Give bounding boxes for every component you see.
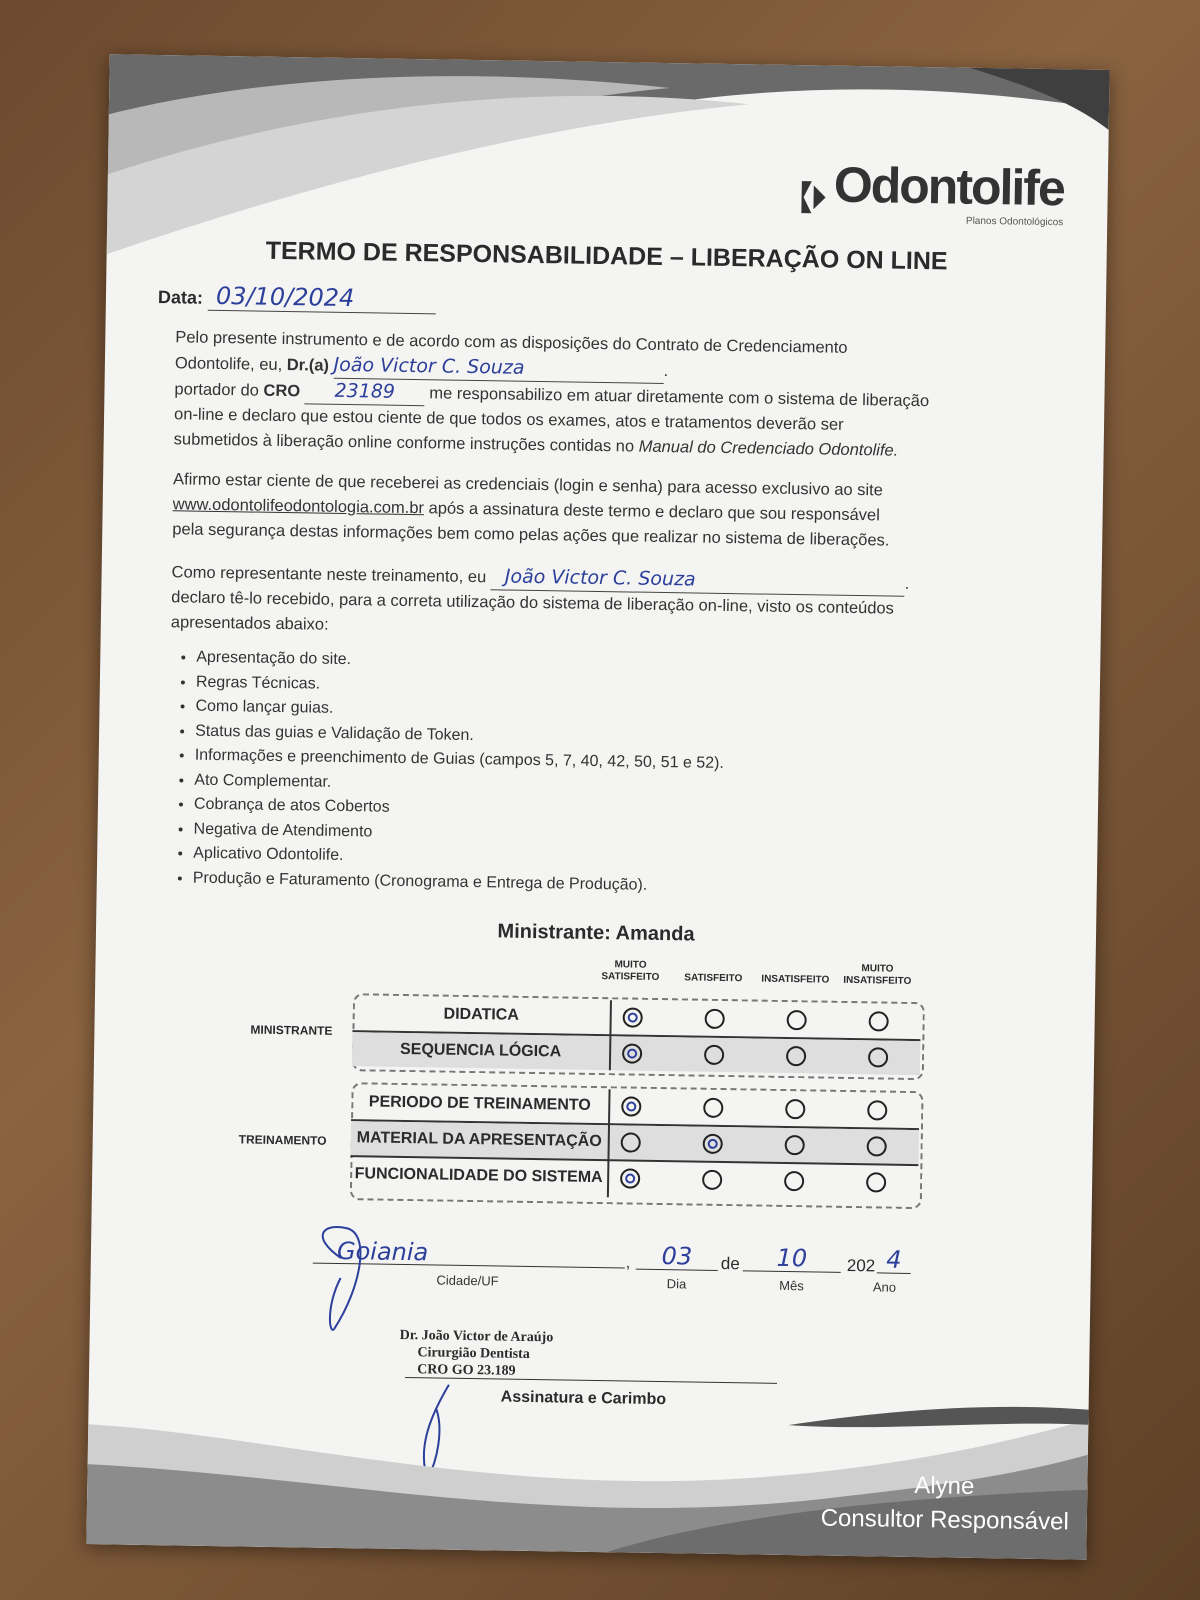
cro-prefix: portador do: [174, 380, 260, 400]
ministrante-title: Ministrante: Amanda: [497, 920, 695, 946]
radio-sequencia-satisfeito[interactable]: [704, 1045, 724, 1065]
paragraph-2: [172, 467, 1033, 555]
list-item: • Aplicativo Odontolife.: [193, 842, 723, 875]
city-caption: Cidade/UF: [436, 1272, 499, 1289]
p1-line-b: Odontolife, eu, Dr.(a) João Victor C. Souza .: [175, 350, 1035, 390]
consultant-block: [820, 1468, 1069, 1540]
radio-periodo-muito-insatisfeito[interactable]: [867, 1100, 887, 1120]
date-value: 03/10/2024: [208, 282, 436, 315]
radio-periodo-satisfeito[interactable]: [703, 1098, 723, 1118]
list-item: • Cobrança de atos Cobertos: [194, 793, 724, 826]
p3-line-a: Como representante neste treinamento, eu João Victor C. Souza .: [171, 559, 1031, 599]
p1-line-a: Pelo presente instrumento e de acordo com as disposições do Contrato de Credenciamento: [175, 328, 848, 357]
stamp-line-1: Dr. João Victor de Araújo: [399, 1327, 554, 1346]
row-label: SEQUENCIA LÓGICA: [399, 1040, 562, 1061]
radio-material-insatisfeito[interactable]: [785, 1135, 805, 1155]
column-header-insatisfeito: INSATISFEITO: [761, 973, 830, 986]
logo-tagline: Planos Odontológicos: [965, 215, 1064, 229]
topics-list: [167, 645, 726, 899]
p2-text-b: após a assinatura deste termo e declaro que sou responsável: [428, 499, 880, 525]
city-value: Goiania: [313, 1238, 625, 1269]
odontolife-mark-icon: [795, 177, 830, 218]
p1-text-c: me responsabilizo em atuar diretamente com o sistema de liberação: [429, 384, 930, 411]
date-label: Data:: [157, 287, 204, 308]
cro-label: CRO: [263, 381, 301, 401]
row-label: FUNCIONALIDADE DO SISTEMA: [354, 1165, 603, 1187]
stamp-line-3: CRO GO 23.189: [417, 1362, 516, 1379]
document-title: TERMO DE RESPONSABILIDADE – LIBERAÇÃO ON LINE: [265, 236, 948, 276]
p1-line-d: on-line e declaro que estou ciente de que todos os exames, atos e tratamentos deverão ser: [173, 405, 844, 434]
dr-name-value: João Victor C. Souza: [333, 353, 663, 384]
radio-funcionalidade-satisfeito[interactable]: [702, 1170, 722, 1190]
representative-name: João Victor C. Souza: [491, 564, 905, 596]
radio-sequencia-insatisfeito[interactable]: [786, 1046, 806, 1066]
list-item: • Apresentação do site.: [196, 646, 726, 679]
list-item: • Regras Técnicas.: [196, 670, 726, 703]
radio-didatica-insatisfeito[interactable]: [787, 1010, 807, 1030]
de-text: de: [720, 1253, 740, 1274]
paragraph-1: [174, 325, 1036, 465]
radio-material-satisfeito[interactable]: [703, 1134, 723, 1154]
month-value: 10: [743, 1244, 841, 1273]
list-item: • Informações e preenchimento de Guias (campos 5, 7, 40, 42, 50, 51 e 52).: [195, 744, 725, 777]
list-item: • Ato Complementar.: [194, 768, 724, 801]
column-header-muito-satisfeito: MUITO SATISFEITO: [601, 959, 660, 983]
p1-text-e: submetidos à liberação online conforme instruções contidas no: [173, 430, 635, 456]
row-label: MATERIAL DA APRESENTAÇÃO: [356, 1129, 602, 1151]
list-item: • Negativa de Atendimento: [193, 817, 723, 850]
year-prefix: 202: [846, 1255, 876, 1276]
radio-sequencia-muito-satisfeito[interactable]: [622, 1043, 642, 1063]
stamp-line-2: Cirurgião Dentista: [417, 1345, 530, 1362]
odontolife-logo: [795, 155, 1064, 228]
day-value: 03: [636, 1243, 718, 1271]
p2-line-c: pela segurança destas informações bem como pelas ações que realizar no sistema de liberações.: [172, 520, 890, 550]
year-caption: Ano: [872, 1279, 897, 1295]
radio-funcionalidade-muito-insatisfeito[interactable]: [866, 1172, 886, 1192]
list-item: • Status das guias e Validação de Token.: [195, 719, 725, 752]
day-caption: Dia: [666, 1276, 687, 1292]
manual-title: Manual do Credenciado Odontolife.: [638, 437, 899, 460]
document-page: [86, 54, 1109, 1560]
p3-line-b: declaro tê-lo recebido, para a correta utilização do sistema de liberação on-line, visto os conteúdos: [171, 588, 895, 618]
radio-didatica-muito-satisfeito[interactable]: [623, 1007, 643, 1027]
radio-didatica-satisfeito[interactable]: [705, 1009, 725, 1029]
p3-text-a: Como representante neste treinamento, eu: [171, 563, 487, 587]
signature-caption: Assinatura e Carimbo: [500, 1388, 667, 1409]
radio-funcionalidade-insatisfeito[interactable]: [784, 1171, 804, 1191]
radio-didatica-muito-insatisfeito[interactable]: [869, 1011, 889, 1031]
date-field: [158, 281, 436, 314]
month-caption: Mês: [779, 1277, 804, 1294]
radio-material-muito-satisfeito[interactable]: [621, 1132, 641, 1152]
p2-line-a: Afirmo estar ciente de que receberei as credenciais (login e senha) para acesso exclusivo ao site: [172, 470, 884, 500]
radio-funcionalidade-muito-satisfeito[interactable]: [620, 1168, 640, 1188]
comma-sep: ,: [625, 1254, 631, 1272]
p1-text-b: Odontolife, eu,: [174, 354, 283, 374]
cro-value: 23189: [305, 378, 425, 406]
column-header-muito-insatisfeito: MUITO INSATISFEITO: [843, 963, 912, 987]
row-label: PERIODO DE TREINAMENTO: [368, 1093, 591, 1114]
paragraph-3: [171, 559, 1032, 648]
group-label-ministrante: MINISTRANTE: [250, 1022, 333, 1038]
list-item: • Como lançar guias.: [195, 695, 725, 728]
list-item: • Produção e Faturamento (Cronograma e Entrega de Produção).: [193, 866, 723, 899]
radio-periodo-insatisfeito[interactable]: [785, 1099, 805, 1119]
column-header-satisfeito: SATISFEITO: [684, 972, 743, 985]
p3-line-c: apresentados abaixo:: [170, 613, 329, 634]
professional-stamp: [399, 1327, 553, 1380]
radio-sequencia-muito-insatisfeito[interactable]: [868, 1047, 888, 1067]
dr-label: Dr.(a): [286, 356, 330, 375]
group-label-treinamento: TREINAMENTO: [238, 1132, 327, 1148]
radio-periodo-muito-satisfeito[interactable]: [621, 1096, 641, 1116]
consultant-role: Consultor Responsável: [820, 1504, 1070, 1536]
row-label: DIDATICA: [443, 1005, 519, 1024]
logo-wordmark: Odontolife: [833, 156, 1065, 217]
consultant-name: Alyne: [914, 1472, 975, 1500]
site-link[interactable]: www.odontolifeodontologia.com.br: [172, 495, 425, 518]
radio-material-muito-insatisfeito[interactable]: [867, 1136, 887, 1156]
year-suffix-value: 4: [877, 1246, 911, 1274]
